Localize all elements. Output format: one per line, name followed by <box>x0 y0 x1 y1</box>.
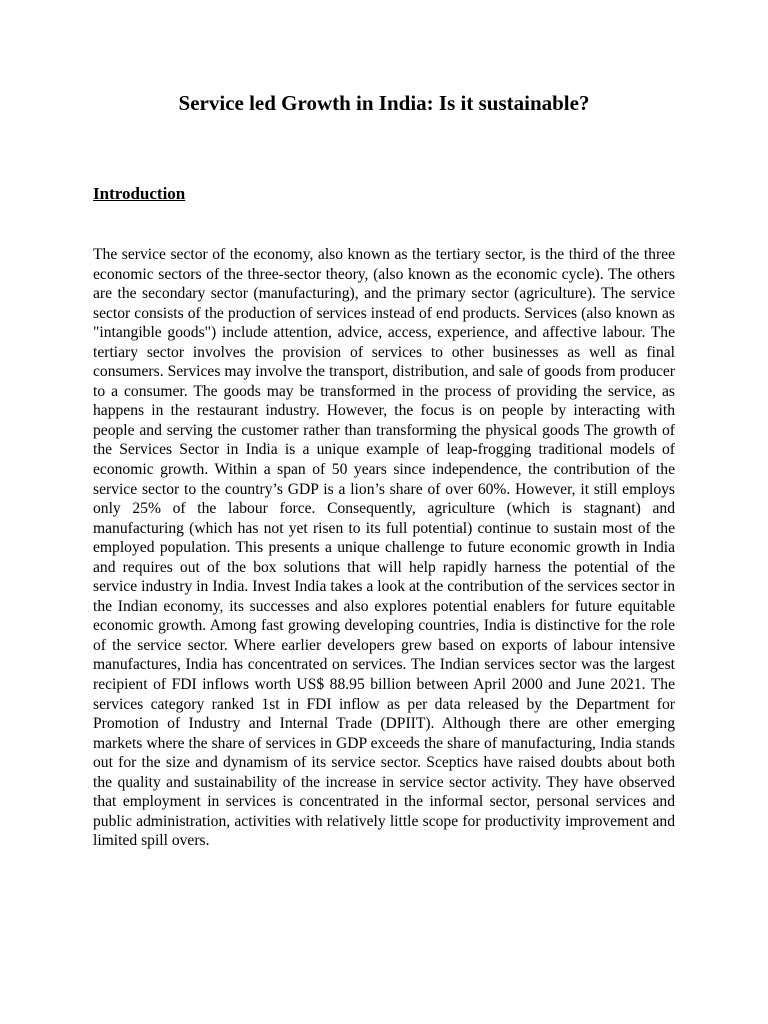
document-title: Service led Growth in India: Is it sustainable? <box>178 91 590 115</box>
section-heading-introduction: Introduction <box>93 184 186 203</box>
body-paragraph: The service sector of the economy, also known as the tertiary sector, is the third of the three economic sectors of the three-sector theory, (also known as the economic cycle). The others are the secondary sector (manufacturing), and the primary sector (agriculture). The service sector consists of the production of services instead of end products. Services (also known as "intangible goods") include attention, advice, access, experience, and affective labour. The tertiary sector involves the provision of services to other businesses as well as final consumers. Services may involve the transport, distribution, and sale of goods from producer to a consumer. The goods may be transformed in the process of providing the service, as happens in the restaurant industry. However, the focus is on people by interacting with people and serving the customer rather than transforming the physical goods The growth of the Services Sector in India is a unique example of leap-frogging traditional models of economic growth. Within a span of 50 years since independence, the contribution of the service sector to the country’s GDP is a lion’s share of over 60%. However, it still employs only 25% of the labour force. Consequently, agriculture (which is stagnant) and manufacturing (which has not yet risen to its full potential) continue to sustain most of the employed population. This presents a unique challenge to future economic growth in India and requires out of the box solutions that will help rapidly harness the potential of the service industry in India. Invest India takes a look at the contribution of the services sector in the Indian economy, its successes and also explores potential enablers for future equitable economic growth. Among fast growing developing countries, India is distinctive for the role of the service sector. Where earlier developers grew based on exports of labour intensive manufactures, India has concentrated on services. The Indian services sector was the largest recipient of FDI inflows worth US$ 88.95 billion between April 2000 and June 2021. The services category ranked 1st in FDI inflow as per data released by the Department for Promotion of Industry and Internal Trade (DPIIT). Although there are other emerging markets where the share of services in GDP exceeds the share of manufacturing, India stands out for the size and dynamism of its service sector. Sceptics have raised doubts about both the quality and sustainability of the increase in service sector activity. They have observed that employment in services is concentrated in the informal sector, personal services and public administration, activities with relatively little scope for productivity improvement and limited spill overs. <box>93 246 675 850</box>
